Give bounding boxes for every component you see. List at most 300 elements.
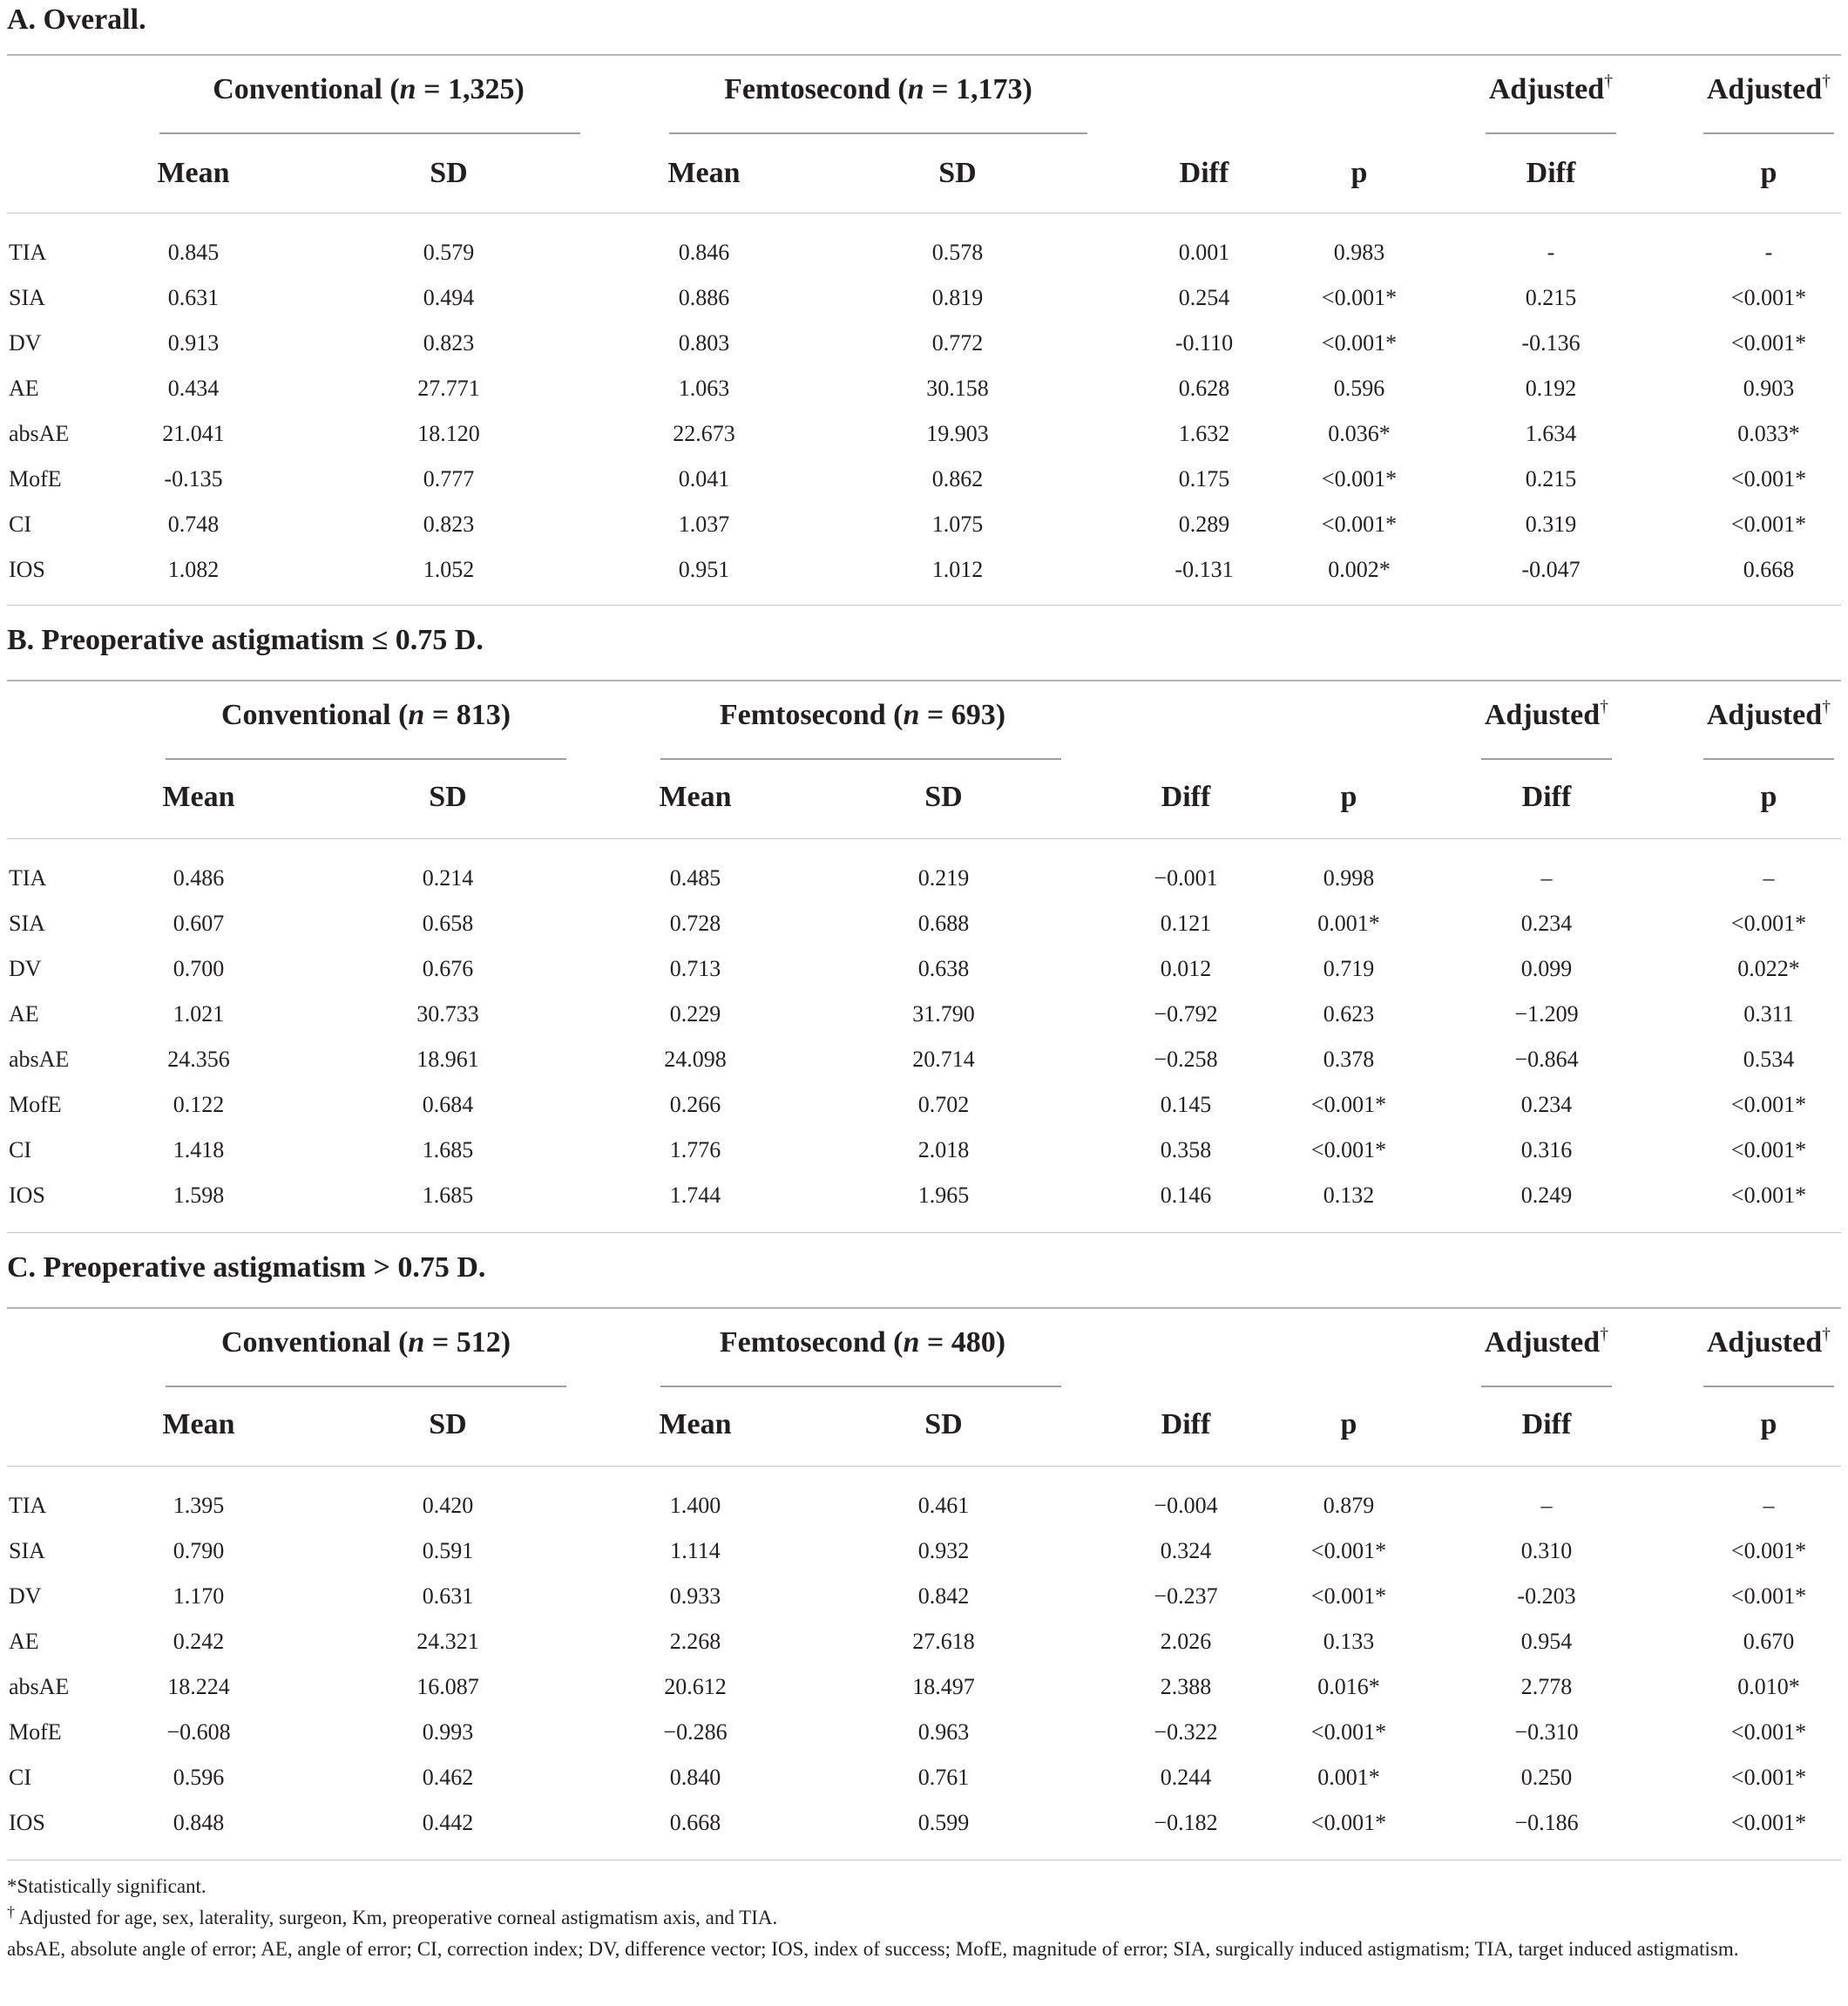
row-label: IOS <box>9 1810 45 1835</box>
section-a-title: A. Overall. <box>7 3 146 36</box>
adjusted-diff-cell: 0.215 <box>1525 466 1577 491</box>
p-value-cell: 0.998 <box>1323 865 1375 891</box>
adjusted-label: Adjusted <box>1706 699 1823 731</box>
femtosecond-mean-cell: 0.933 <box>669 1583 721 1609</box>
adjusted-p-cell: 0.033* <box>1737 421 1800 446</box>
conventional-mean-cell: 0.596 <box>173 1765 225 1790</box>
p-value-cell: <0.001* <box>1321 330 1398 356</box>
col-conventional-sd: SD <box>429 1408 467 1440</box>
adjusted-diff-cell: -0.047 <box>1521 557 1581 582</box>
femtosecond-mean-cell: 1.114 <box>670 1538 721 1563</box>
col-adjusted-diff: Diff <box>1521 781 1572 813</box>
femtosecond-sd-cell: 0.761 <box>917 1765 970 1790</box>
table-row <box>0 1619 1848 1664</box>
adjusted-p-cell: <0.001* <box>1730 512 1807 537</box>
adjusted-diff-cell: 0.099 <box>1520 956 1573 981</box>
diff-cell: −0.001 <box>1154 865 1218 891</box>
table-row <box>0 1528 1848 1574</box>
table-row <box>0 1128 1848 1173</box>
col-conventional-mean: Mean <box>162 1408 235 1440</box>
row-label: CI <box>9 512 31 537</box>
conventional-group-header: Conventional (n = 1,325) <box>213 73 525 105</box>
conventional-mean-cell: 1.418 <box>173 1137 225 1162</box>
conventional-sd-cell: 27.771 <box>417 376 480 401</box>
conventional-sd-cell: 24.321 <box>416 1629 479 1654</box>
row-label: IOS <box>9 1183 45 1208</box>
femtosecond-mean-cell: 0.266 <box>669 1092 721 1117</box>
col-conventional-mean: Mean <box>162 781 235 813</box>
col-adjusted-p: p <box>1760 781 1777 813</box>
col-diff: Diff <box>1161 1408 1211 1440</box>
row-label: AE <box>9 376 39 401</box>
femtosecond-mean-cell: 20.612 <box>664 1674 727 1699</box>
femtosecond-sd-cell: 0.819 <box>931 285 984 310</box>
femtosecond-sd-cell: 31.790 <box>912 1001 975 1027</box>
conventional-mean-cell: 0.845 <box>167 240 220 265</box>
adjusted-diff-cell: 0.249 <box>1520 1183 1573 1208</box>
conventional-sd-cell: 0.494 <box>423 285 475 310</box>
conventional-sd-cell: 0.993 <box>422 1719 474 1745</box>
p-value-cell: <0.001* <box>1310 1719 1387 1745</box>
conventional-mean-cell: 0.700 <box>173 956 225 981</box>
row-label: SIA <box>9 911 45 936</box>
femtosecond-sd-cell: 0.963 <box>917 1719 970 1745</box>
diff-cell: 0.145 <box>1160 1092 1212 1117</box>
conventional-mean-cell: 0.486 <box>173 865 225 891</box>
n-symbol: n <box>907 73 924 105</box>
adjusted-diff-cell: 0.234 <box>1520 911 1573 936</box>
col-femtosecond-sd: SD <box>924 1408 963 1440</box>
diff-cell: -0.131 <box>1174 557 1234 582</box>
col-conventional-sd: SD <box>429 781 467 813</box>
femtosecond-sd-cell: 30.158 <box>926 376 989 401</box>
conventional-mean-cell: 1.395 <box>173 1493 225 1518</box>
row-label: MofE <box>9 1092 62 1117</box>
p-value-cell: <0.001* <box>1310 1810 1387 1835</box>
section-c-header-rule <box>7 1466 1841 1467</box>
diff-cell: 0.254 <box>1178 285 1230 310</box>
adjusted-diff-cell: - <box>1547 240 1555 265</box>
femtosecond-mean-cell: 1.037 <box>678 512 730 537</box>
table-row <box>0 1755 1848 1800</box>
femtosecond-sd-cell: 0.688 <box>917 911 970 936</box>
conventional-group-header: Conventional (n = 813) <box>220 699 511 731</box>
femtosecond-mean-cell: 0.229 <box>669 1001 721 1027</box>
femtosecond-sd-cell: 0.702 <box>917 1092 970 1117</box>
femtosecond-sd-cell: 0.932 <box>917 1538 970 1563</box>
adjusted-p-cell: <0.001* <box>1730 1765 1807 1790</box>
footnote-adjusted-text: Adjusted for age, sex, laterality, surgeon, Km, preoperative corneal astigmatism axis, and TIA. <box>18 1907 778 1928</box>
adjusted-diff-group-header <box>1485 699 1608 732</box>
conventional-sd-cell: 1.685 <box>422 1137 474 1162</box>
conventional-sd-cell: 0.823 <box>423 330 475 356</box>
diff-cell: 0.146 <box>1160 1183 1212 1208</box>
femtosecond-mean-cell: 0.041 <box>678 466 730 491</box>
adjusted-label: Adjusted <box>1706 73 1823 105</box>
adjusted-diff-cell: 2.778 <box>1520 1674 1573 1699</box>
p-value-cell: 0.036* <box>1328 421 1391 446</box>
row-label: TIA <box>9 240 47 265</box>
conventional-mean-cell: 21.041 <box>162 421 225 446</box>
conventional-sd-cell: 0.214 <box>422 865 474 891</box>
col-p: p <box>1340 781 1357 813</box>
row-label: CI <box>9 1765 31 1790</box>
diff-cell: -0.110 <box>1174 330 1234 356</box>
n-equals: = <box>416 73 448 105</box>
femtosecond-label: Femtosecond <box>719 1326 886 1359</box>
row-label: absAE <box>9 421 70 446</box>
table-row <box>0 1664 1848 1710</box>
femtosecond-sd-cell: 27.618 <box>912 1629 975 1654</box>
adjusted-diff-cell: 0.215 <box>1525 285 1577 310</box>
row-label: absAE <box>9 1047 70 1072</box>
dagger-mark: † <box>1822 71 1831 91</box>
conventional-mean-cell: −0.608 <box>166 1719 231 1745</box>
section-b-title: B. Preoperative astigmatism ≤ 0.75 D. <box>7 624 484 656</box>
row-label: SIA <box>9 1538 45 1563</box>
femtosecond-mean-cell: 0.713 <box>669 956 721 981</box>
femtosecond-sd-cell: 2.018 <box>917 1137 970 1162</box>
adjusted-p-underline <box>1703 1386 1834 1387</box>
femtosecond-sd-cell: 0.862 <box>931 466 984 491</box>
conventional-sd-cell: 0.579 <box>423 240 475 265</box>
adjusted-p-cell: 0.668 <box>1743 557 1795 582</box>
conventional-underline <box>166 758 566 760</box>
femtosecond-sd-cell: 19.903 <box>926 421 989 446</box>
conventional-label: Conventional <box>213 73 382 105</box>
adjusted-diff-underline <box>1481 758 1612 760</box>
femtosecond-mean-cell: −0.286 <box>663 1719 728 1745</box>
adjusted-p-cell: – <box>1763 1493 1775 1518</box>
col-femtosecond-mean: Mean <box>659 1408 732 1440</box>
conventional-sd-cell: 0.777 <box>423 466 475 491</box>
col-adjusted-diff: Diff <box>1521 1408 1572 1440</box>
conventional-mean-cell: -0.135 <box>164 466 223 491</box>
femtosecond-underline <box>660 1386 1061 1387</box>
conventional-mean-cell: 1.021 <box>173 1001 225 1027</box>
row-label: DV <box>9 330 42 356</box>
col-femtosecond-sd: SD <box>924 781 963 813</box>
conventional-mean-cell: 0.848 <box>173 1810 225 1835</box>
diff-cell: 0.121 <box>1160 911 1212 936</box>
col-diff: Diff <box>1161 781 1211 813</box>
col-conventional-sd: SD <box>430 157 468 189</box>
p-value-cell: <0.001* <box>1310 1538 1387 1563</box>
femtosecond-mean-cell: 0.886 <box>678 285 730 310</box>
adjusted-label: Adjusted <box>1488 73 1605 105</box>
n-equals: = <box>919 699 951 731</box>
conventional-sd-cell: 0.462 <box>422 1765 474 1790</box>
adjusted-diff-cell: – <box>1540 1493 1553 1518</box>
conventional-mean-cell: 1.170 <box>173 1583 225 1609</box>
p-value-cell: 0.879 <box>1323 1493 1375 1518</box>
conventional-mean-cell: 0.122 <box>173 1092 225 1117</box>
femtosecond-underline <box>669 132 1087 134</box>
adjusted-diff-group-header <box>1485 1326 1608 1359</box>
conventional-underline <box>166 1386 566 1387</box>
col-femtosecond-mean: Mean <box>659 781 732 813</box>
adjusted-p-cell: <0.001* <box>1730 1810 1807 1835</box>
femtosecond-mean-cell: 0.846 <box>678 240 730 265</box>
conventional-mean-cell: 0.242 <box>173 1629 225 1654</box>
p-value-cell: <0.001* <box>1321 285 1398 310</box>
p-value-cell: <0.001* <box>1310 1583 1387 1609</box>
col-diff: Diff <box>1179 157 1229 189</box>
table-row <box>0 366 1848 411</box>
conventional-label: Conventional <box>220 1326 391 1359</box>
adjusted-diff-cell: 0.192 <box>1525 376 1577 401</box>
adjusted-diff-cell: 0.316 <box>1520 1137 1573 1162</box>
conventional-sd-cell: 30.733 <box>416 1001 479 1027</box>
femtosecond-mean-cell: 0.485 <box>669 865 721 891</box>
table-row <box>0 1173 1848 1218</box>
p-value-cell: <0.001* <box>1321 466 1398 491</box>
diff-cell: −0.792 <box>1154 1001 1218 1027</box>
conventional-mean-cell: 24.356 <box>167 1047 230 1072</box>
n-symbol: n <box>399 73 416 105</box>
diff-cell: 0.289 <box>1178 512 1230 537</box>
femtosecond-group-header: Femtosecond (n = 1,173) <box>724 73 1032 105</box>
conventional-mean-cell: 0.631 <box>167 285 220 310</box>
femtosecond-sd-cell: 0.638 <box>917 956 970 981</box>
table-row <box>0 1037 1848 1082</box>
table-row <box>0 321 1848 366</box>
dagger-mark: † <box>1822 1325 1831 1344</box>
col-femtosecond-mean: Mean <box>667 157 741 189</box>
section-b-top-rule <box>7 680 1841 681</box>
p-value-cell: 0.623 <box>1323 1001 1375 1027</box>
femtosecond-sd-cell: 18.497 <box>912 1674 975 1699</box>
femtosecond-sd-cell: 0.219 <box>917 865 970 891</box>
adjusted-diff-cell: −0.864 <box>1514 1047 1579 1072</box>
p-value-cell: <0.001* <box>1310 1137 1387 1162</box>
diff-cell: 2.026 <box>1160 1629 1212 1654</box>
row-label: AE <box>9 1629 39 1654</box>
col-adjusted-p: p <box>1760 157 1777 189</box>
table-row <box>0 1800 1848 1846</box>
conventional-mean-cell: 0.748 <box>167 512 220 537</box>
adjusted-p-cell: 0.534 <box>1743 1047 1795 1072</box>
adjusted-diff-cell: -0.136 <box>1521 330 1581 356</box>
adjusted-diff-underline <box>1481 1386 1612 1387</box>
footnote-abbreviations: absAE, absolute angle of error; AE, angle of error; CI, correction index; DV, difference vector; IOS, index of success; MofE, magnitude of error; SIA, surgically induced astigmatism; TIA, target induced astigmatism. <box>7 1938 1739 1960</box>
conventional-sd-cell: 0.420 <box>422 1493 474 1518</box>
adjusted-diff-cell: 0.234 <box>1520 1092 1573 1117</box>
adjusted-diff-group-header <box>1489 73 1613 106</box>
table-row <box>0 1574 1848 1619</box>
row-label: IOS <box>9 557 45 582</box>
col-conventional-mean: Mean <box>157 157 230 189</box>
n-equals: = <box>924 73 957 105</box>
femtosecond-mean-cell: 22.673 <box>673 421 735 446</box>
dagger-mark: † <box>1822 697 1831 716</box>
adjusted-p-cell: <0.001* <box>1730 1538 1807 1563</box>
femtosecond-sd-cell: 20.714 <box>912 1047 975 1072</box>
section-b-header-rule <box>7 838 1841 839</box>
adjusted-diff-underline <box>1486 132 1616 134</box>
femtosecond-mean-cell: 1.063 <box>678 376 730 401</box>
femtosecond-sd-cell: 0.461 <box>917 1493 970 1518</box>
conventional-sd-cell: 0.591 <box>422 1538 474 1563</box>
adjusted-p-cell: <0.001* <box>1730 1583 1807 1609</box>
adjusted-p-cell: 0.903 <box>1743 376 1795 401</box>
adjusted-label: Adjusted <box>1484 1326 1601 1359</box>
conventional-label: Conventional <box>220 699 391 731</box>
femtosecond-group-header: Femtosecond (n = 480) <box>719 1326 1006 1359</box>
femtosecond-n-value: 693 <box>951 699 996 731</box>
adjusted-diff-cell: 0.319 <box>1525 512 1577 537</box>
section-a-bottom-rule <box>7 605 1841 606</box>
section-a-top-rule <box>7 54 1841 56</box>
femtosecond-label: Femtosecond <box>724 73 890 105</box>
conventional-sd-cell: 1.685 <box>422 1183 474 1208</box>
femtosecond-group-header: Femtosecond (n = 693) <box>719 699 1006 731</box>
p-value-cell: 0.001* <box>1317 1765 1380 1790</box>
table-row <box>0 856 1848 901</box>
diff-cell: 0.358 <box>1160 1137 1212 1162</box>
table-row <box>0 502 1848 547</box>
p-value-cell: 0.133 <box>1323 1629 1375 1654</box>
footnote-adjusted <box>7 1903 1837 1933</box>
conventional-mean-cell: 0.790 <box>173 1538 225 1563</box>
adjusted-p-cell: <0.001* <box>1730 1137 1807 1162</box>
conventional-group-header: Conventional (n = 512) <box>220 1326 511 1359</box>
conventional-sd-cell: 1.052 <box>423 557 475 582</box>
table-row <box>0 411 1848 457</box>
adjusted-label: Adjusted <box>1484 699 1601 731</box>
dagger-mark: † <box>1600 1325 1609 1344</box>
femtosecond-label: Femtosecond <box>719 699 886 731</box>
table-row <box>0 992 1848 1037</box>
section-c-title: C. Preoperative astigmatism > 0.75 D. <box>7 1251 486 1284</box>
row-label: TIA <box>9 865 47 891</box>
table-row <box>0 1483 1848 1528</box>
adjusted-diff-cell: −0.310 <box>1514 1719 1579 1745</box>
diff-cell: 0.175 <box>1178 466 1230 491</box>
table-row <box>0 1082 1848 1128</box>
n-symbol: n <box>408 699 425 731</box>
col-p: p <box>1340 1408 1357 1440</box>
conventional-mean-cell: 18.224 <box>167 1674 230 1699</box>
row-label: DV <box>9 1583 42 1609</box>
row-label: absAE <box>9 1674 70 1699</box>
femtosecond-sd-cell: 0.842 <box>917 1583 970 1609</box>
adjusted-diff-cell: −1.209 <box>1514 1001 1579 1027</box>
adjusted-p-cell: <0.001* <box>1730 330 1807 356</box>
p-value-cell: 0.016* <box>1317 1674 1380 1699</box>
col-adjusted-diff: Diff <box>1526 157 1576 189</box>
diff-cell: 0.244 <box>1160 1765 1212 1790</box>
conventional-n-value: 813 <box>456 699 501 731</box>
p-value-cell: 0.596 <box>1333 376 1385 401</box>
adjusted-diff-cell: −0.186 <box>1514 1810 1579 1835</box>
adjusted-p-group-header <box>1707 73 1831 106</box>
conventional-sd-cell: 0.631 <box>422 1583 474 1609</box>
dagger-mark: † <box>1604 71 1614 91</box>
n-equals: = <box>424 1326 457 1359</box>
adjusted-p-cell: <0.001* <box>1730 1719 1807 1745</box>
row-label: CI <box>9 1137 31 1162</box>
adjusted-p-underline <box>1703 758 1834 760</box>
femtosecond-sd-cell: 0.578 <box>931 240 984 265</box>
conventional-mean-cell: 1.082 <box>167 557 220 582</box>
conventional-underline <box>159 132 580 134</box>
row-label: AE <box>9 1001 39 1027</box>
conventional-n-value: 512 <box>456 1326 501 1359</box>
dagger-mark: † <box>1600 697 1609 716</box>
femtosecond-sd-cell: 1.965 <box>917 1183 970 1208</box>
diff-cell: 2.388 <box>1160 1674 1212 1699</box>
dagger-mark: † <box>7 1903 15 1921</box>
table-row <box>0 457 1848 502</box>
femtosecond-sd-cell: 0.772 <box>931 330 984 356</box>
col-p: p <box>1350 157 1368 189</box>
p-value-cell: 0.719 <box>1323 956 1375 981</box>
conventional-mean-cell: 0.434 <box>167 376 220 401</box>
diff-cell: 0.012 <box>1160 956 1212 981</box>
adjusted-p-cell: 0.022* <box>1737 956 1800 981</box>
table-row <box>0 946 1848 992</box>
adjusted-p-cell: 0.311 <box>1743 1001 1794 1027</box>
col-adjusted-p: p <box>1760 1408 1777 1440</box>
n-symbol: n <box>408 1326 425 1359</box>
femtosecond-mean-cell: 0.728 <box>669 911 721 936</box>
diff-cell: −0.237 <box>1154 1583 1218 1609</box>
femtosecond-n-value: 480 <box>951 1326 996 1359</box>
diff-cell: −0.322 <box>1154 1719 1218 1745</box>
femtosecond-mean-cell: 1.400 <box>669 1493 721 1518</box>
adjusted-p-cell: <0.001* <box>1730 466 1807 491</box>
adjusted-diff-cell: 0.250 <box>1520 1765 1573 1790</box>
conventional-sd-cell: 18.961 <box>416 1047 479 1072</box>
conventional-mean-cell: 0.607 <box>173 911 225 936</box>
section-b-bottom-rule <box>7 1232 1841 1233</box>
diff-cell: −0.004 <box>1154 1493 1218 1518</box>
femtosecond-mean-cell: 0.951 <box>678 557 730 582</box>
conventional-n-value: 1,325 <box>447 73 515 105</box>
adjusted-p-cell: <0.001* <box>1730 911 1807 936</box>
adjusted-p-cell: – <box>1763 865 1775 891</box>
conventional-sd-cell: 0.684 <box>422 1092 474 1117</box>
femtosecond-sd-cell: 1.012 <box>931 557 984 582</box>
row-label: TIA <box>9 1493 47 1518</box>
row-label: DV <box>9 956 42 981</box>
diff-cell: 1.632 <box>1178 421 1230 446</box>
row-label: MofE <box>9 466 62 491</box>
table-row <box>0 1710 1848 1755</box>
conventional-sd-cell: 16.087 <box>416 1674 479 1699</box>
adjusted-p-cell: 0.010* <box>1737 1674 1800 1699</box>
table-row <box>0 901 1848 946</box>
table-row <box>0 230 1848 275</box>
diff-cell: −0.258 <box>1154 1047 1218 1072</box>
conventional-mean-cell: 1.598 <box>173 1183 225 1208</box>
diff-cell: −0.182 <box>1154 1810 1218 1835</box>
adjusted-label: Adjusted <box>1706 1326 1823 1359</box>
section-c-top-rule <box>7 1307 1841 1309</box>
femtosecond-mean-cell: 2.268 <box>669 1629 721 1654</box>
footnote-significance: *Statistically significant. <box>7 1875 206 1897</box>
conventional-sd-cell: 0.442 <box>422 1810 474 1835</box>
adjusted-p-group-header <box>1707 699 1831 732</box>
conventional-mean-cell: 0.913 <box>167 330 220 356</box>
diff-cell: 0.001 <box>1178 240 1230 265</box>
p-value-cell: 0.001* <box>1317 911 1380 936</box>
p-value-cell: 0.983 <box>1333 240 1385 265</box>
p-value-cell: 0.002* <box>1328 557 1391 582</box>
row-label: MofE <box>9 1719 62 1745</box>
n-symbol: n <box>903 1326 920 1359</box>
